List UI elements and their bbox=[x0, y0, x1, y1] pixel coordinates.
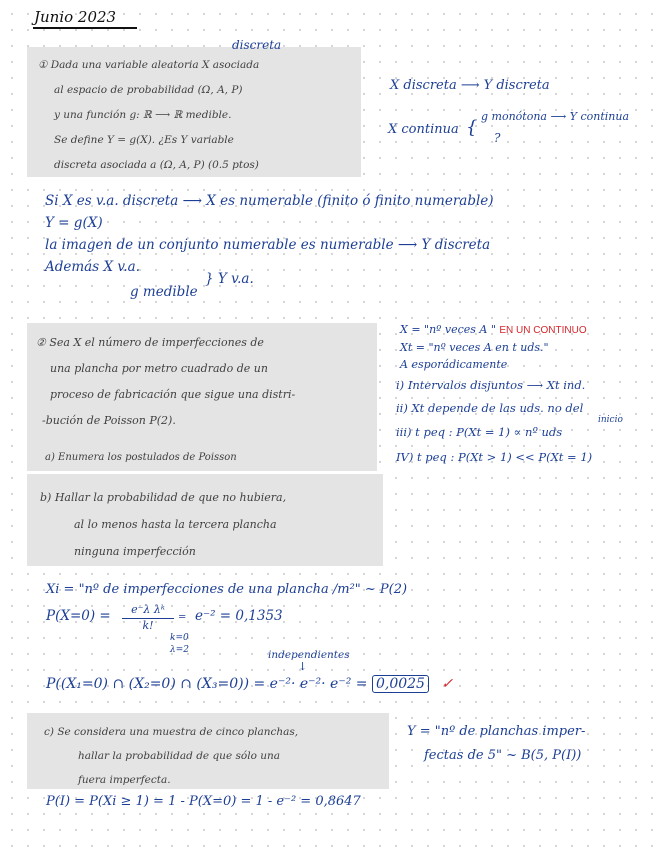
q2-line: proceso de fabricación que sigue una distri- bbox=[50, 388, 296, 401]
title-underline bbox=[33, 27, 137, 29]
q2-postulate-3: iii) t peq : P(Xt = 1) ∝ nº uds bbox=[396, 425, 563, 439]
q1-line: ① Dada una variable aleatoria X asociada bbox=[38, 59, 260, 71]
q1-side-note-question: ? bbox=[494, 131, 501, 145]
q1-line: discreta asociada a (Ω, A, P) (0.5 ptos) bbox=[54, 159, 259, 171]
q2b-answer-frac-num: e⁻λ λᵏ bbox=[131, 603, 165, 616]
q2-postulate-1: i) Intervalos disjuntos ⟶ Xt ind. bbox=[396, 378, 586, 392]
question-2b-text bbox=[40, 484, 286, 565]
q2-side-def1-red: EN UN CONTINUO bbox=[499, 325, 587, 336]
q2b-answer-frac-den: k! bbox=[142, 619, 154, 632]
q2b-answer-joint-left: P((X₁=0) ∩ (X₂=0) ∩ (X₃=0)) = e⁻²· e⁻²· e⁻² = bbox=[46, 676, 368, 692]
q1-side-brace: { bbox=[466, 117, 478, 138]
q1-answer-line: Si X es v.a. discreta ⟶ X es numerable (finito ó finito numerable) bbox=[45, 193, 494, 209]
q1-side-note-discreta: X discreta ⟶ Y discreta bbox=[390, 78, 550, 93]
q2b-answer-def: Xi = "nº de imperfecciones de una plancha /m²" ~ P(2) bbox=[46, 582, 408, 597]
q2b-answer-indep: independientes bbox=[268, 649, 350, 661]
q2b-answer-sub1: k=0 bbox=[170, 633, 189, 643]
q2-side-def1-text: X = "nº veces A " bbox=[400, 323, 496, 336]
q1-line: al espacio de probabilidad (Ω, A, P) bbox=[54, 84, 243, 96]
q1-answer-result: } Y v.a. bbox=[205, 271, 254, 287]
q2-postulate-4: IV) t peq : P(Xt > 1) << P(Xt = 1) bbox=[396, 450, 593, 464]
checkmark-icon: ✓ bbox=[441, 676, 454, 692]
q2b-answer-joint-result: 0,0025 bbox=[372, 675, 429, 693]
q2c-side-note-1: Y = "nº de planchas imper- bbox=[407, 724, 586, 739]
q2b-line: b) Hallar la probabilidad de que no hubiera, bbox=[40, 491, 287, 504]
q2b-line: al lo menos hasta la tercera plancha bbox=[74, 518, 277, 531]
q2-postulate-2-extra: inicio bbox=[598, 415, 623, 425]
question-2-text bbox=[36, 330, 295, 434]
q2b-answer-prob-right-text: e⁻² = 0,1353 bbox=[194, 608, 283, 624]
q2-side-def1 bbox=[400, 323, 587, 336]
q2b-answer-sub2: λ=2 bbox=[170, 645, 189, 655]
q2b-line: ninguna imperfección bbox=[74, 545, 196, 558]
q2-line: -bución de Poisson P(2). bbox=[42, 414, 176, 427]
q2c-line: c) Se considera una muestra de cinco planchas, bbox=[44, 726, 299, 738]
q2c-line: hallar la probabilidad de que sólo una bbox=[78, 750, 281, 762]
q1-side-note-monotona: g monótona ⟶ Y continua bbox=[481, 110, 630, 123]
q1-answer-line: la imagen de un conjunto numerable es numerable ⟶ Y discreta bbox=[45, 237, 491, 253]
q2c-line: fuera imperfecta. bbox=[78, 774, 171, 786]
q1-annotation-discreta: discreta bbox=[232, 38, 282, 52]
q2b-answer-prob-right: = e⁻² = 0,1353 bbox=[178, 608, 283, 624]
q2c-side-note-2: fectas de 5" ~ B(5, P(I)) bbox=[424, 748, 582, 763]
q2-side-def3: A esporádicamente bbox=[400, 358, 508, 371]
q1-answer-line: Y = g(X) bbox=[45, 215, 103, 231]
q2-side-def2: Xt = "nº veces A en t uds." bbox=[400, 341, 549, 354]
q2-line: una plancha por metro cuadrado de un bbox=[50, 362, 268, 375]
q1-side-note-continua: X continua bbox=[388, 122, 459, 137]
q2c-answer: P(I) = P(Xi ≥ 1) = 1 - P(X=0) = 1 - e⁻² = 0,8647 bbox=[46, 794, 361, 809]
q2-line: ② Sea X el número de imperfecciones de bbox=[36, 336, 264, 349]
q1-line: y una función g: ℝ ⟶ ℝ medible. bbox=[54, 109, 232, 121]
q1-answer-g-medible: g medible bbox=[130, 284, 198, 300]
question-1-text bbox=[38, 53, 259, 178]
q1-line: Se define Y = g(X). ¿Es Y variable bbox=[54, 134, 234, 146]
q1-answer bbox=[45, 190, 494, 278]
q2b-arrow-down-icon: ↓ bbox=[298, 660, 308, 673]
q2-postulate-2: ii) Xt depende de las uds. no del bbox=[396, 401, 584, 415]
q1-answer-line: Además X v.a. bbox=[45, 259, 141, 275]
q2b-answer-joint bbox=[46, 676, 453, 692]
q2b-answer-prob-left: P(X=0) = bbox=[46, 608, 111, 624]
page-title: Junio 2023 bbox=[34, 8, 117, 26]
question-2c-text bbox=[44, 720, 298, 792]
q2-part-a: a) Enumera los postulados de Poisson bbox=[45, 452, 237, 463]
